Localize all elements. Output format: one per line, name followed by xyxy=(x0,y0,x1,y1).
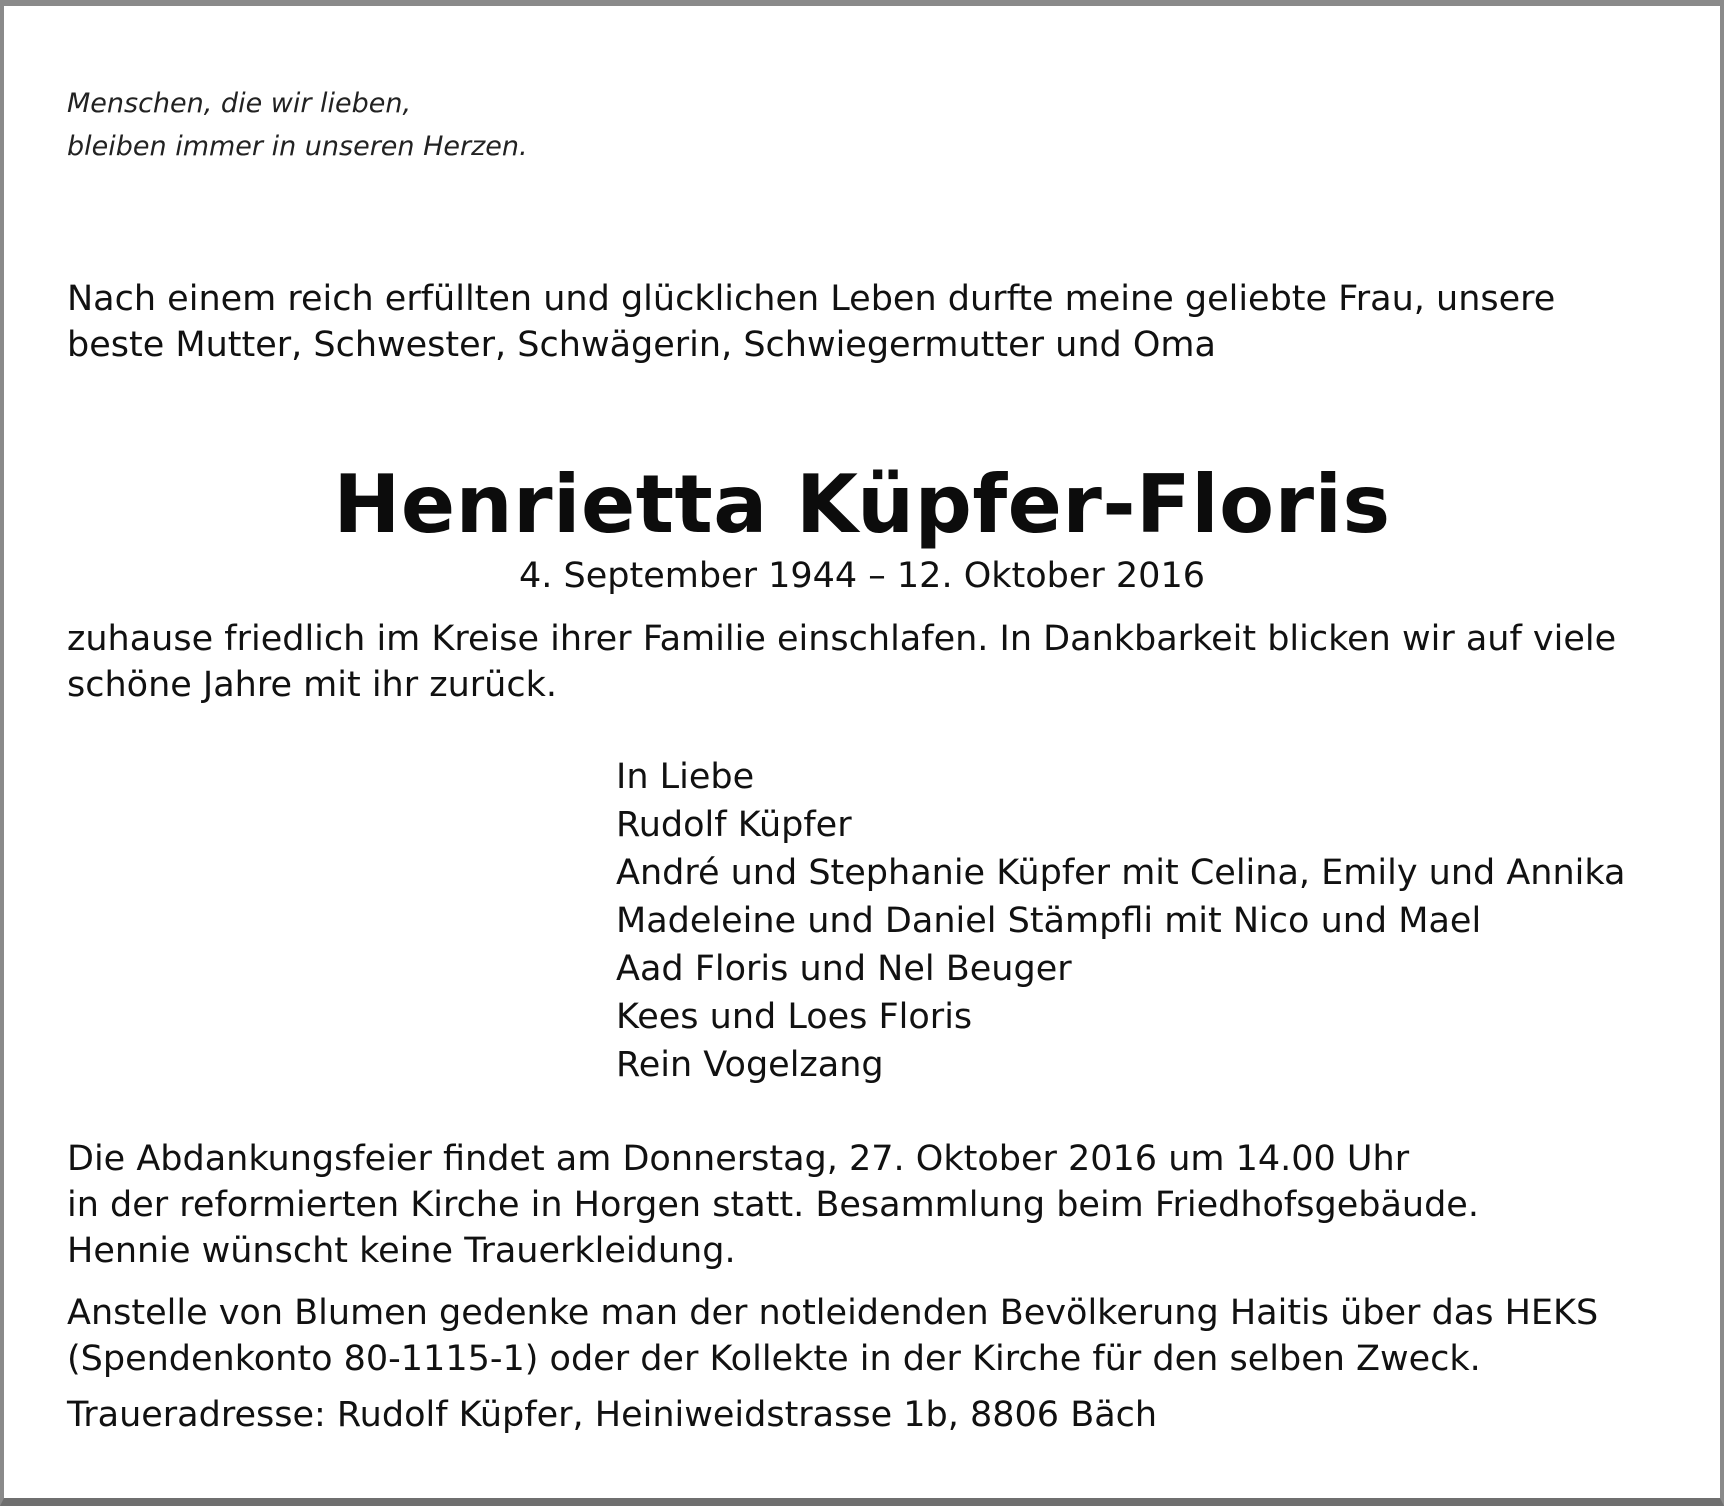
mourners-list xyxy=(616,753,1626,1089)
ceremony-paragraph xyxy=(67,1136,1660,1274)
donation-paragraph xyxy=(67,1290,1660,1382)
passing-line-1: zuhause friedlich im Kreise ihrer Familie einschlafen. In Dankbarkeit blicken wir auf viele xyxy=(67,619,1617,659)
intro-line-1: Nach einem reich erfüllten und glücklichen Leben durfte meine geliebte Frau, unsere xyxy=(67,279,1556,319)
life-dates: 4. September 1944 – 12. Oktober 2016 xyxy=(518,556,1205,596)
motto-line-2: bleiben immer in unseren Herzen. xyxy=(67,131,528,162)
ceremony-line-1: Die Abdankungsfeier findet am Donnerstag, 27. Oktober 2016 um 14.00 Uhr xyxy=(67,1139,1410,1179)
deceased-name: Henrietta Küpfer-Floris xyxy=(333,457,1391,551)
ceremony-line-2: in der reformierten Kirche in Horgen statt. Besammlung beim Friedhofsgebäude. xyxy=(67,1185,1479,1225)
donation-line-1: Anstelle von Blumen gedenke man der notleidenden Bevölkerung Haitis über das HEKS xyxy=(67,1293,1599,1333)
mourner-item: Rein Vogelzang xyxy=(616,1045,884,1085)
mourner-item: Kees und Loes Floris xyxy=(616,997,973,1037)
mourner-item: Madeleine und Daniel Stämpfli mit Nico und Mael xyxy=(616,901,1482,941)
intro-line-2: beste Mutter, Schwester, Schwägerin, Schwiegermutter und Oma xyxy=(67,325,1216,365)
mourning-address: Traueradresse: Rudolf Küpfer, Heiniweidstrasse 1b, 8806 Bäch xyxy=(67,1395,1158,1435)
mourner-item: Aad Floris und Nel Beuger xyxy=(616,949,1072,989)
ceremony-line-3: Hennie wünscht keine Trauerkleidung. xyxy=(67,1231,736,1271)
mourner-item: Rudolf Küpfer xyxy=(616,805,852,845)
passing-paragraph xyxy=(67,616,1660,708)
donation-line-2: (Spendenkonto 80-1115-1) oder der Kollekte in der Kirche für den selben Zweck. xyxy=(67,1339,1481,1379)
mourner-item: André und Stephanie Küpfer mit Celina, Emily und Annika xyxy=(616,853,1626,893)
intro-paragraph xyxy=(67,276,1660,368)
motto-quote xyxy=(67,82,1660,168)
mourner-item: In Liebe xyxy=(616,757,755,797)
motto-line-1: Menschen, die wir lieben, xyxy=(67,88,412,119)
passing-line-2: schöne Jahre mit ihr zurück. xyxy=(67,665,557,705)
